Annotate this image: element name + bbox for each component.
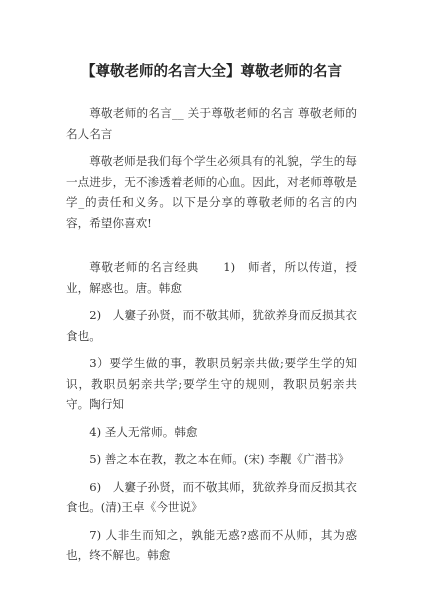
spacer (66, 298, 357, 305)
spacer (66, 442, 357, 449)
quote-item: 6) 人窶子孙贤，而不敬其师，犹欲养身而反损其衣食也。(清)王卓《今世说》 (66, 479, 357, 514)
quote-item: 4) 圣人无常师。韩愈 (89, 424, 198, 439)
quote-item: 5) 善之本在教，教之本在师。(宋) 李觏《广潜书》 (89, 452, 350, 466)
spacer (66, 346, 357, 353)
spacer (66, 470, 357, 477)
spacer (66, 518, 357, 525)
spacer (66, 415, 357, 422)
spacer (66, 144, 357, 151)
intro-keywords-paragraph: 尊敬老师的名言__ 关于尊敬老师的名言 尊敬老师的名人名言 (66, 106, 357, 141)
quote-item: 7) 人非生而知之，孰能无惑?惑而不从师，其为惑也，终不解也。韩愈 (66, 527, 357, 562)
intro-paragraph: 尊敬老师是我们每个学生必须具有的礼貌，学生的每一点进步，无不渗透着老师的心血。因此，对老师尊敬是学_的责任和义务。以下是分享的尊敬老师的名言的内容，希望你喜欢! (66, 154, 357, 230)
spacer (66, 233, 357, 257)
quote-item: 尊敬老师的名言经典 1) 师者，所以传道，授业，解惑也。唐。韩愈 (66, 260, 357, 295)
quote-item: 3）要学生做的事，教职员躬亲共做;要学生学的知识，教职员躬亲共学;要学生守的规则，教职员躬亲共守。陶行知 (66, 356, 357, 411)
quote-item: 2) 人窶子孙贤，而不敬其师，犹欲养身而反损其衣食也。 (66, 308, 357, 343)
document-title: 【尊敬老师的名言大全】尊敬老师的名言 (81, 64, 342, 80)
